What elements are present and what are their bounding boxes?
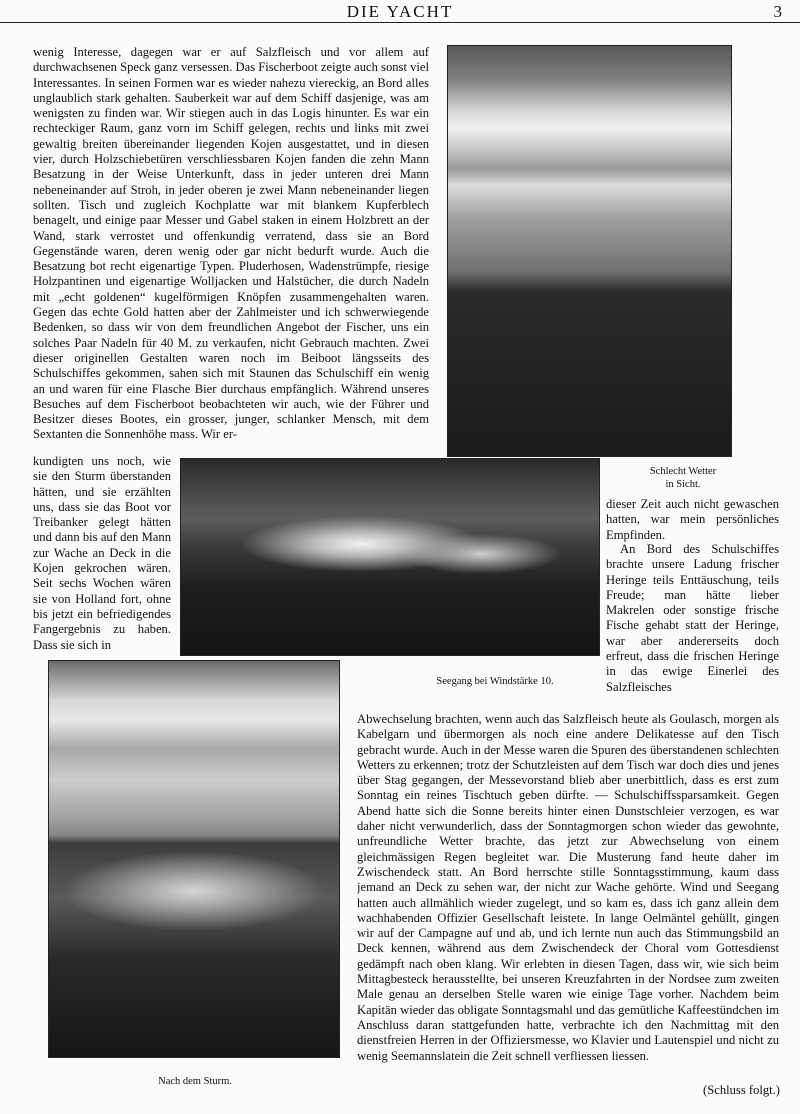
header-rule [0, 22, 800, 23]
paragraph: kundigten uns noch, wie sie den Sturm überstanden hätten, und sie erzählten uns, dass sie das Boot vor Treibanker gelegt hätten und dann bis auf den Mann zur Wache an Deck in die Kojen gekrochen wären. Seit sechs Wochen wären sie von Holland fort, ohne bis jetzt ein befriedigendes Fangergebnis zu haben. Dass sie sich in [33, 454, 171, 652]
caption-bad-weather-line2: in Sicht. [665, 479, 701, 490]
text-block-3 [606, 497, 779, 542]
text-block-5 [357, 712, 779, 1082]
photo-sea-state [180, 458, 600, 656]
paragraph: An Bord des Schulschiffes brachte unsere Ladung frischer Heringe teils Enttäuschung, teils Freude; man hätte lieber Makrelen oder sonstige frische Fische gehabt statt der Heringe, war aber andererseits doch erfreut, dass die frischen Heringe in das ewige Einerlei des Salzfleisches [606, 542, 779, 694]
to-be-continued: (Schluss folgt.) [703, 1083, 780, 1097]
caption-bad-weather [618, 465, 748, 491]
paragraph: Abwechselung brachten, wenn auch das Salzfleisch heute als Goulasch, morgen als Kabelgarn und übermorgen als noch eine andere Delikatesse auf den Tisch gebracht wurde. Auch in der Messe waren die Spuren des überstandenen schlechten Wetters zu erkennen; trotz der Schutzleisten auf dem Tisch war doch dies und jenes über Stag gegangen, der Messevorstand blieb aber unerbittlich, dass es erst zum Sonntag ein reines Tischtuch geben dürfte. — Schulschiffssparsamkeit. Gegen Abend hatte sich die Sonne bereits hinter einen Dunstschleier verzogen, es war daher nicht verwunderlich, dass der Sonntagmorgen schon wieder das gewohnte, unfreundliche Wetter brachte, das jetzt zur Abwechselung von einem gleichmässigen Regen begleitet war. Die Musterung fand heute daher im Zwischendeck statt. An Bord herrschte stille Sonntagsstimmung, kaum dass jemand an Deck zu sehen war, der nicht zur Wache gehörte. Wind und Seegang hatten auch allmählich wieder zugelegt, und so kam es, dass ich ganz allein dem wachhabenden Offizier Gesellschaft leistete. In lange Oelmäntel gehüllt, gingen wir auf der Campagne auf und ab, und ich lernte nun auch das Stimmungsbild an Deck kennen, während aus dem Zwischendeck der Choral vom Gottesdienst gedämpft nach oben klang. Wir erlebten in diesen Tagen, dass wir, wie sich beim Mittagbesteck herausstellte, bei unseren Kreuzfahrten in der Nordsee zum zweiten Male genau an derselben Stelle waren wie einige Tage vorher. Nachdem beim Kapitän wieder das obligate Sonntagsmahl und das gemütliche Kaffeestündchen im Anschluss daran stattgefunden hatte, verbrachte ich den Nachmittag mit den dienstfreien Herren in der Offiziersmesse, wo Klavier und Lautenspiel und nicht zu wenig Seemannslatein die Zeit schnell verfliessen liessen. [357, 712, 779, 1063]
text-block-4 [606, 542, 779, 712]
paragraph: wenig Interesse, dagegen war er auf Salzfleisch und vor allem auf durchwachsenen Speck ganz versessen. Das Fischerboot zeigte auch sonst viel Interessantes. In seinen Formen war es wieder nahezu viereckig, an Bord alles unglaublich stark gehalten. Sauberkeit war auf dem Schiff dasjenige, was am wenigsten zu finden war. Wir stiegen auch in das Logis hinunter. Es war ein rechteckiger Raum, ganz vorn im Schiff gelegen, rechts und links mit zwei gewaltig breiten übereinander liegenden Kojen ausgestattet, und in diesen vier, durch Holzschiebetüren verschliessbaren Kojen fanden die zehn Mann Besatzung in der Weise Unterkunft, dass in jeder unteren drei Mann nebeneinander auf Stroh, in jeder oberen je zwei Mann nebeneinander liegen sollten. Tisch und zugleich Kochplatte war mit blankem Kupferblech benagelt, und einige paar Messer und Gabel staken in einem Holzbrett an der Wand, stark verrostet und offenkundig verratend, dass sie an Bord Gegenstände waren, deren wenig oder gar nicht bedurft wurde. Auch die Besatzung bot recht eigenartige Typen. Pluderhosen, Wadenstrümpfe, riesige Holzpantinen und eigenartige Wolljacken und Halstücher, die durch Nadeln mit „echt goldenen“ kugelförmigen Knöpfen zusammengehalten waren. Gegen das echte Gold hatten aber der Zahlmeister und ich schwerwiegende Bedenken, so dass wir von dem freundlichen Angebot der Fischer, uns ein solches Paar Nadeln für 40 M. zu verkaufen, nicht Gebrauch machten. Zwei dieser originellen Gestalten waren noch im Beiboot längsseits des Schulschiffes gekommen, sahen sich mit Staunen das Schulschiff ein wenig an und waren für eine Flasche Bier durchaus empfänglich. Während unseres Besuches auf dem Fischerboot beobachteten wir auch, wie der Führer und Besitzer dieses Bootes, ein grosser, junger, schlanker Mensch, mit dem Sextanten die Sonnenhöhe mass. Wir er- [33, 45, 429, 442]
caption-after-storm: Nach dem Sturm. [158, 1076, 232, 1087]
caption-sea-state: Seegang bei Windstärke 10. [436, 676, 554, 687]
text-block-2 [33, 454, 171, 658]
photo-bad-weather [447, 45, 732, 457]
page-number: 3 [773, 2, 782, 21]
photo-after-storm [48, 660, 340, 1058]
text-block-1 [33, 45, 429, 453]
running-header: DIE YACHT [346, 2, 454, 21]
caption-bad-weather-line1: Schlecht Wetter [649, 466, 717, 477]
paragraph: dieser Zeit auch nicht gewaschen hatten, war mein persönliches Empfinden. [606, 497, 779, 542]
